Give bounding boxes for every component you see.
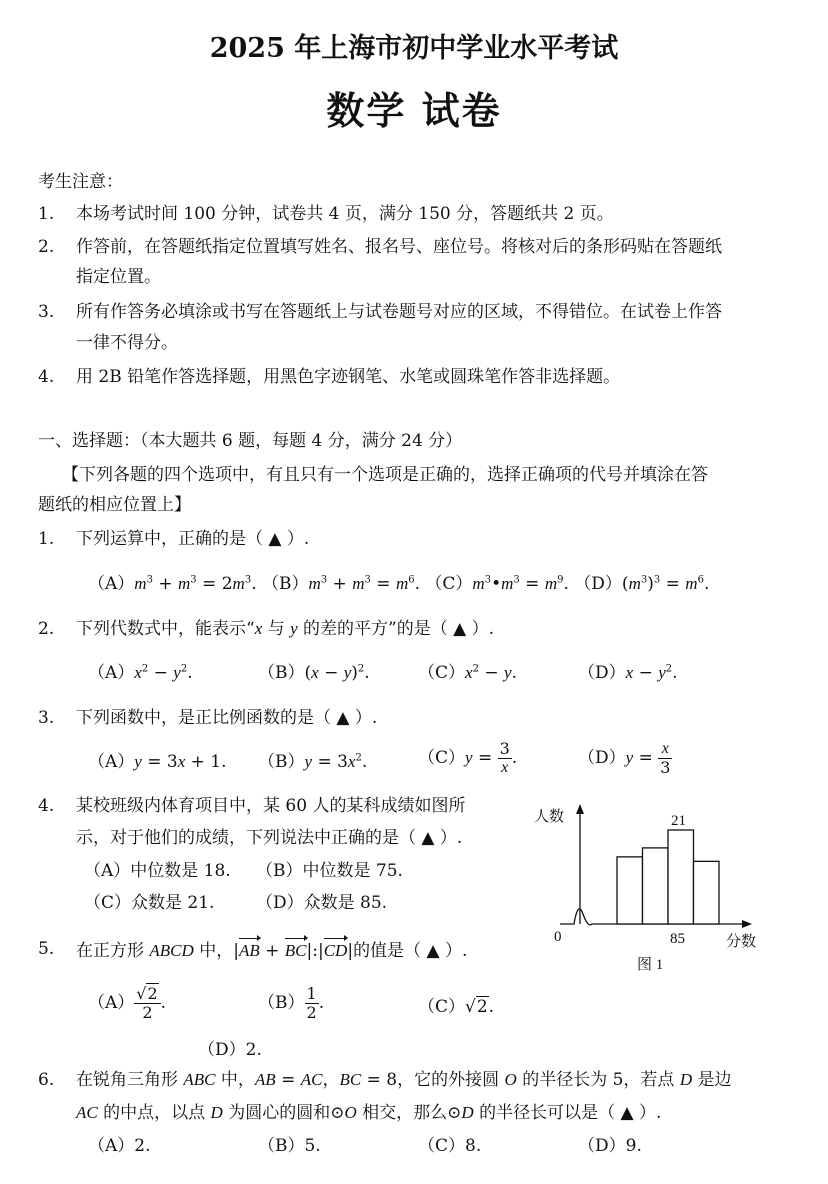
q6-option-b: （B）5. [258, 1136, 321, 1156]
q5-option-a: （A） $\frac{√2}{2}$ . [88, 984, 167, 1022]
chart-x-tick-label: 85 [670, 931, 685, 947]
q2-option-c: $(C)x^2 - y$. [418, 663, 517, 683]
q3-stem: 下列函数中，是正比例函数的是（ ▲ ）. [76, 708, 378, 728]
q3-option-d: （D）y = $\frac{x}{3}$ [578, 740, 671, 777]
chart-origin: 0 [554, 929, 562, 945]
q1-stem: 下列运算中，正确的是（ ▲ ）. [76, 529, 310, 549]
q1-option-b: $(B)m^3 + m^3 = m^6$. [262, 574, 420, 594]
q6-option-a: （A）2. [88, 1136, 151, 1156]
q1-option-a: $(A)m^3 + m^3 = 2m^3$. [88, 574, 257, 594]
q5-stem: 在正方形 ABCD 中，|AB + BC|:|CD|的值是（ ▲ ）. [76, 936, 467, 962]
q4-option-c: （C）众数是 21. [84, 893, 215, 913]
notice-2-text: 作答前，在答题纸指定位置填写姓名、报名号、座位号。将核对后的条形码贴在答题纸 [76, 237, 722, 257]
notice-4-text: 用 2B 铅笔作答选择题，用黑色字迹钢笔、水笔或圆珠笔作答非选择题。 [76, 367, 621, 387]
notice-1-num: 1. [38, 204, 55, 224]
q2-number: 2. [38, 619, 55, 639]
q6-number: 6. [38, 1070, 55, 1090]
q4-number: 4. [38, 796, 55, 816]
q2-option-b: $(B)(x - y)^2$. [258, 663, 370, 683]
q3-number: 3. [38, 708, 55, 728]
notice-2-text-cont: 指定位置。 [76, 267, 161, 287]
chart-bar [668, 830, 694, 924]
q1-number: 1. [38, 529, 55, 549]
q3-option-b: $(B)y = 3x^2$. [258, 752, 368, 772]
q3-option-c: （C）y = $\frac{3}{x}$ . [418, 739, 518, 776]
notice-4-num: 4. [38, 367, 55, 387]
q4-stem: 某校班级内体育项目中，某 60 人的某科成绩如图所 [76, 796, 466, 816]
exam-subtitle: 数学 试卷 [326, 88, 502, 133]
q1-options [88, 573, 709, 595]
chart-xlabel: 分数 [726, 934, 757, 950]
chart-bar [643, 848, 669, 924]
chart-x-axis-arrow [742, 920, 752, 928]
q4-option-a: （A）中位数是 18. [84, 861, 231, 881]
q4-stem-cont: 示，对于他们的成绩，下列说法中正确的是（ ▲ ）. [76, 828, 463, 848]
chart-bar-data-label: 21 [671, 813, 686, 829]
notice-3-text-cont: 一律不得分。 [76, 333, 178, 353]
q2-option-a: $(A)x^2 - y^2$. [88, 663, 193, 683]
q1-option-d: $(D)(m^3)^3 = m^6$. [574, 574, 710, 594]
figure-1-chart [534, 800, 790, 980]
q6-option-d: （D）9. [578, 1136, 642, 1156]
section-heading: 一、选择题：（本大题共 6 题，每题 4 分，满分 24 分） [38, 431, 463, 451]
notice-heading: 考生注意： [38, 172, 123, 192]
chart-bar [694, 861, 720, 924]
chart-bars [617, 830, 719, 924]
notice-3-text: 所有作答务必填涂或书写在答题纸上与试卷题号对应的区域，不得错位。在试卷上作答 [76, 302, 722, 322]
q1-option-c: $(C)m^3•m^3 = m^9$. [425, 574, 569, 594]
notice-2-num: 2. [38, 237, 55, 257]
notice-3-num: 3. [38, 302, 55, 322]
notice-1-text: 本场考试时间 100 分钟，试卷共 4 页，满分 150 分，答题纸共 2 页。 [76, 204, 614, 224]
q2-stem: 下列代数式中，能表示“x 与 y 的差的平方”的是（ ▲ ）. [76, 619, 494, 639]
q4-option-d: （D）众数是 85. [256, 893, 388, 913]
q5-option-c: （C）√2. [418, 997, 495, 1017]
q5-option-b: （B） $\frac{1}{2}$ . [258, 984, 325, 1022]
chart-bar [617, 857, 643, 924]
q6-stem-cont: AC 的中点，以点 D 为圆心的圆和⊙O 相交，那么⊙D 的半径长可以是（ ▲ ）. [76, 1103, 662, 1123]
q6-stem: 在锐角三角形 ABC 中，AB = AC，BC = 8，它的外接圆 O 的半径长为 5，若点 D 是边 [76, 1070, 732, 1090]
q5-option-d: （D）2. [198, 1040, 262, 1060]
q5-number: 5. [38, 939, 55, 959]
chart-ylabel: 人数 [534, 809, 565, 825]
q2-option-d: $(D)x - y^2$. [578, 663, 678, 683]
q6-option-c: （C）8. [418, 1136, 482, 1156]
section-instruction: 【下列各题的四个选项中，有且只有一个选项是正确的，选择正确项的代号并填涂在答 [62, 465, 708, 485]
exam-title: 2025 年上海市初中学业水平考试 [209, 33, 619, 64]
section-instruction-cont: 题纸的相应位置上】 [38, 495, 191, 515]
chart-caption: 图 1 [637, 957, 664, 973]
chart-y-axis-arrow [576, 804, 584, 814]
q4-option-b: （B）中位数是 75. [256, 861, 403, 881]
q3-option-a: （A）y = 3x + 1. [88, 752, 227, 772]
